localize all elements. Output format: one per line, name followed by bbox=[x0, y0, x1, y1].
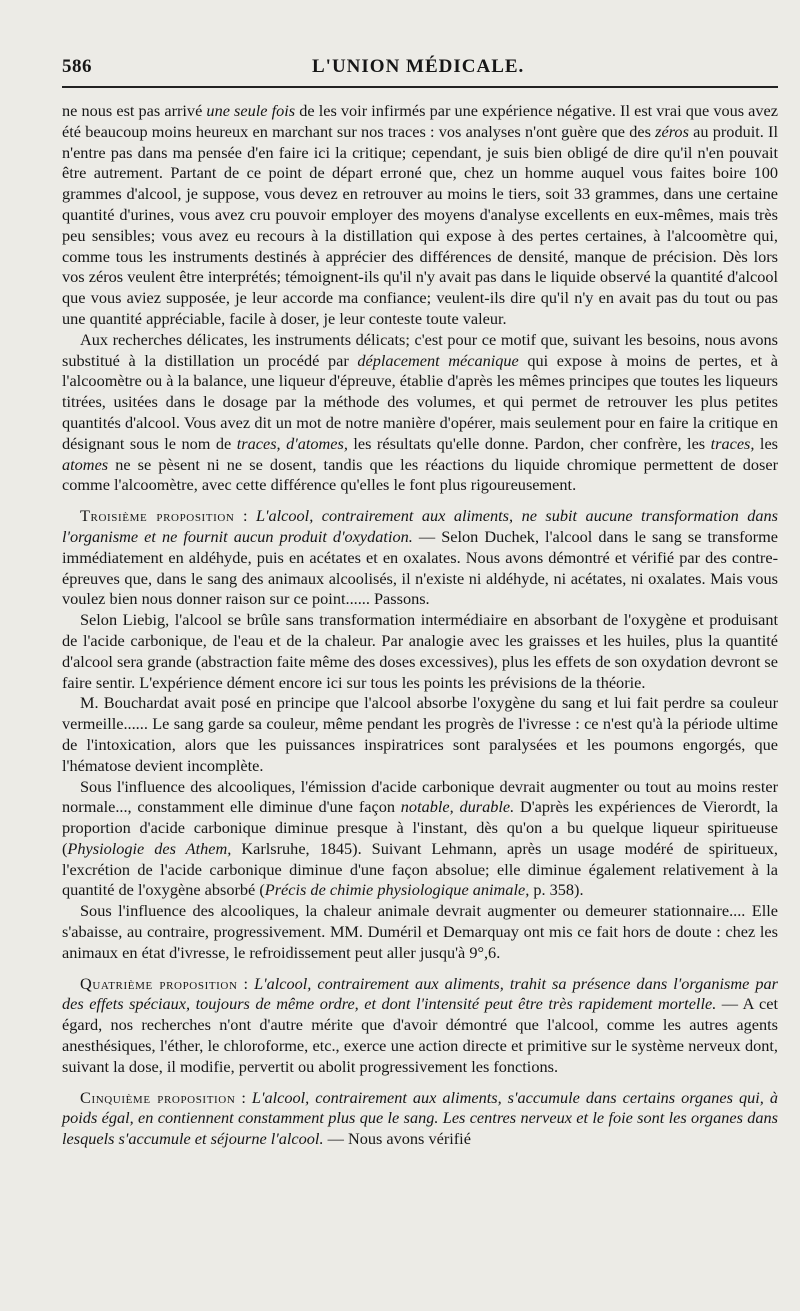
text-run: ne nous est pas arrivé bbox=[62, 101, 207, 120]
text-run: D'après les expériences de Vierordt, la proportion d'acide carbonique diminue presque à l'instant, dès qu'on a bu quelque liqueur spiritueuse ( bbox=[62, 797, 778, 858]
text-run: — Selon Duchek, l'alcool dans le sang se transforme immédiatement en aldéhyde, puis en acétates et en oxalates. Nous avons démontré et vérifié par des contre-épreuves que, dans le sang des animaux alcoolisés, il n'existe ni aldéhyde, ni acétates, ni oxalates. Mais vous voulez bien nous donner raison sur ce point...... Passons. bbox=[62, 526, 778, 609]
text-run: Sous l'influence des alcooliques, l'émission d'acide carbonique devrait augmenter ou tout au moins rester normale..., constamment elle diminue d'une façon bbox=[62, 776, 778, 817]
italic-text: traces, d'atomes, bbox=[236, 433, 348, 453]
italic-text: Physiologie des Athem, bbox=[67, 838, 232, 858]
text-run: M. Bouchardat avait posé en principe que l'alcool absorbe l'oxygène du sang et lui fait perdre sa couleur vermeille...... Le sang garde sa couleur, même pendant les progrès de l'ivresse : ce n'est qu'à la période ultime de l'intoxication, alors que les puissances inspiratrices sont paralysées et les poumons engorgés, que l'hématose devient incomplète. bbox=[62, 693, 778, 775]
running-title: L'UNION MÉDICALE. bbox=[312, 56, 525, 77]
text-run: ne se pèsent ni ne se dosent, tandis que les réactions du liquide chromique permettent de doser comme l'alcoomètre, avec cette différence qu'elles le font plus rigoureusement. bbox=[62, 454, 778, 495]
text-run: au produit. Il n'entre pas dans ma pensée d'en faire ici la critique; cependant, je suis bien obligé de dire qu'il n'en pouvait être autrement. Partant de ce point de départ erroné que, chez un homme auquel vous faites boire 100 grammes d'alcool, je suppose, vous devez en retrouver au moins le tiers, soit 33 grammes, dans une certaine quantité d'urines, vous avez cru pouvoir employer des moyens d'analyse excellents en eux-mêmes, mais très peu sensibles; vous avez eu recours à la distillation qui expose à des pertes certaines, à l'alcoomètre qui, comme tous les instruments destinés à apprécier des différences de densité, manque de précision. Dès lors vos zéros veulent être interprétés; témoignent-ils qu'il n'y avait pas dans le liquide observé la quantité d'alcool que vous aviez supposée, je leur accorde ma confiance; veulent-ils dire qu'il n'y en avait pas du tout ou pas une quantité appréciable, facile à doser, je leur conteste toute valeur. bbox=[62, 121, 779, 328]
proposition-heading: Troisième proposition bbox=[80, 506, 235, 526]
page-header bbox=[62, 56, 778, 86]
text-run: Karlsruhe, 1845). Suivant Lehmann, après un usage modéré de spiritueux, l'excrétion de l'acide carbonique diminue d'une façon absolue; elle diminue également relativement à la quantité de l'oxygène absorbé ( bbox=[62, 838, 778, 900]
page-number: 586 bbox=[62, 56, 92, 77]
text-run: p. 358). bbox=[529, 880, 584, 900]
text-run: de les voir infirmés par une expérience négative. Il est vrai que vous avez été beaucoup moins heureux en marchant sur nos traces : vos analyses n'ont guère que des bbox=[62, 101, 778, 141]
paragraph-p9 bbox=[62, 1088, 778, 1150]
text-run: — A cet égard, nos recherches n'ont d'autre mérite que d'avoir démontré que l'alcool, comme les autres agents anesthésiques, l'éther, le chloroforme, etc., exerce une action directe et primitive sur le système nerveux dont, suivant la dose, il modifie, pervertit ou abolit progressivement les fonctions. bbox=[62, 994, 779, 1076]
text-run: : bbox=[235, 1087, 252, 1107]
italic-text: L'alcool, contrairement aux aliments, s'accumule dans certains organes qui, à poids égal, en contiennent constamment plus que le sang. Les centres nerveux et le foie sont les organes dans lesquels s'accumule et séjourne l'alcool. bbox=[62, 1087, 779, 1149]
paragraph-p8 bbox=[62, 974, 778, 1078]
italic-text: une seule fois bbox=[206, 101, 296, 120]
paragraph-p6 bbox=[62, 777, 778, 902]
article-body bbox=[62, 101, 778, 1150]
italic-text: Précis de chimie physiologique animale, bbox=[264, 880, 530, 900]
italic-text: notable, durable. bbox=[400, 797, 515, 817]
paragraph-p4 bbox=[62, 610, 778, 693]
paragraph-p5 bbox=[62, 693, 778, 776]
italic-text: L'alcool, contrairement aux aliments, ne subit aucune transformation dans l'organisme et ne fournit aucun produit d'oxydation. bbox=[62, 506, 778, 546]
proposition-heading: Cinquième proposition bbox=[80, 1087, 236, 1107]
italic-text: zéros bbox=[655, 121, 689, 141]
header-rule bbox=[62, 86, 778, 88]
text-run: Selon Liebig, l'alcool se brûle sans transformation intermédiaire en absorbant de l'oxygène et produisant de l'acide carbonique, de l'eau et de la chaleur. Par analogie avec les graisses et les huiles, plus la quantité d'alcool sera grande (abstraction faite même des doses excessives), plus les effets de son oxydation devront se faire sentir. L'expérience dément encore ici sur tous les points les prévisions de la théorie. bbox=[62, 610, 778, 692]
proposition-heading: Quatrième proposition bbox=[80, 973, 238, 993]
italic-text: déplacement mécanique bbox=[357, 350, 519, 370]
italic-text: traces, bbox=[710, 433, 755, 453]
text-run: — Nous avons vérifié bbox=[323, 1129, 471, 1149]
italic-text: atomes bbox=[62, 454, 109, 474]
text-run: les résultats qu'elle donne. Pardon, cher confrère, les bbox=[347, 433, 711, 453]
paragraph-p3 bbox=[62, 506, 778, 610]
paragraph-p7 bbox=[62, 901, 778, 963]
text-run: les bbox=[754, 433, 779, 453]
text-run: Sous l'influence des alcooliques, la chaleur animale devrait augmenter ou demeurer stationnaire.... Elle s'abaisse, au contraire, progressivement. MM. Duméril et Demarquay ont mis ce fait hors de doute : chez les animaux en état d'ivresse, le refroidissement peut aller jusqu'à 9°,6. bbox=[62, 901, 778, 962]
paragraph-p1 bbox=[62, 101, 778, 330]
text-run: : bbox=[234, 506, 256, 526]
paragraph-p2 bbox=[62, 330, 778, 496]
text-run: : bbox=[237, 973, 255, 993]
text-run: Aux recherches délicates, les instruments délicats; c'est pour ce motif que, suivant les besoins, nous avons substitué à la distillation un procédé par bbox=[62, 329, 778, 370]
text-run: qui expose à moins de pertes, et à l'alcoomètre ou à la balance, une liqueur d'épreuve, établie d'après les mêmes principes que toutes les liqueurs titrées, usitées dans le dosage par la méthode des volumes, et qui permet de retrouver les plus petites quantités d'alcool. Vous avez dit un mot de notre manière d'opérer, mais seulement pour en faire la critique en désignant sous le nom de bbox=[62, 350, 778, 453]
italic-text: L'alcool, contrairement aux aliments, trahit sa présence dans l'organisme par des effets spéciaux, toujours de même ordre, et dont l'intensité peut être très rapidement mortelle. bbox=[62, 973, 778, 1014]
